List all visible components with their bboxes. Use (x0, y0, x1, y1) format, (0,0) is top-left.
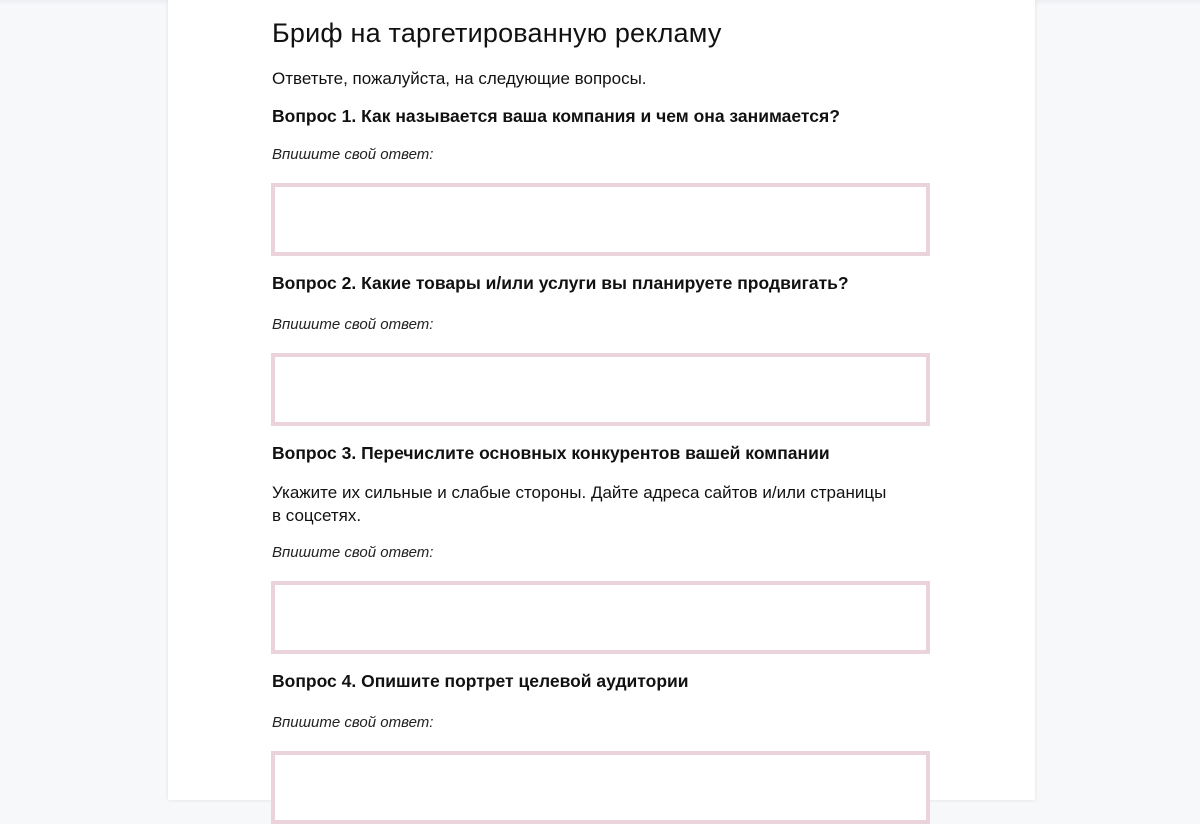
question-3-label: Вопрос 3. Перечислите основных конкурентов вашей компании (272, 443, 830, 463)
question-4-label: Вопрос 4. Опишите портрет целевой аудитории (272, 671, 689, 691)
question-4-hint: Впишите свой ответ: (272, 714, 434, 731)
question-2-label: Вопрос 2. Какие товары и/или услуги вы планируете продвигать? (272, 273, 849, 293)
question-3-hint: Впишите свой ответ: (272, 544, 434, 561)
intro-text: Ответьте, пожалуйста, на следующие вопросы. (272, 69, 647, 88)
question-1-answer-field[interactable] (271, 183, 930, 256)
question-1-label: Вопрос 1. Как называется ваша компания и чем она занимается? (272, 106, 840, 126)
question-1-hint: Впишите свой ответ: (272, 146, 434, 163)
question-4-answer-field[interactable] (271, 751, 930, 824)
question-3-description: Укажите их сильные и слабые стороны. Дайте адреса сайтов и/или страницы в соцсетях. (272, 483, 887, 525)
document-page (168, 0, 1035, 800)
question-2-answer-field[interactable] (271, 353, 930, 426)
page-title: Бриф на таргетированную рекламу (272, 18, 722, 48)
question-3-answer-field[interactable] (271, 581, 930, 654)
question-2-hint: Впишите свой ответ: (272, 316, 434, 333)
